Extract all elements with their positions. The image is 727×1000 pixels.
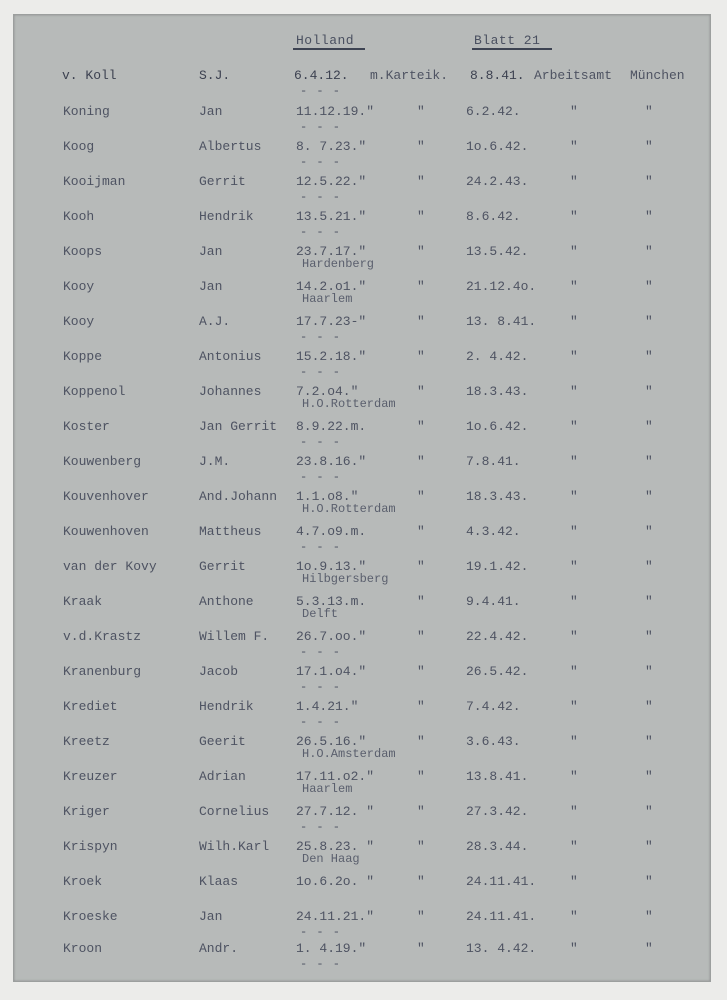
surname-cell: Koppe [63,349,103,364]
note-cell: " [417,874,425,889]
given-name-cell: Adrian [199,769,246,784]
note-cell: " [417,629,425,644]
given-name-cell: And.Johann [199,489,278,504]
surname-cell: Koster [63,419,110,434]
register-row [0,349,727,383]
office-cell: " [570,734,578,749]
office-cell: " [570,559,578,574]
birth-date-cell: 1o.6.2o. " [296,874,375,889]
dash-marks: - - - [300,84,342,98]
surname-cell: Kouwenhoven [63,524,149,539]
note-cell: " [417,734,425,749]
date-cell: 28.3.44. [466,839,529,854]
city-cell: " [645,909,653,924]
date-cell: 3.6.43. [466,734,521,749]
given-name-cell: Antonius [199,349,262,364]
birth-date-cell: 4.7.o9.m. [296,524,367,539]
date-cell: 4.3.42. [466,524,521,539]
given-name-cell: Cornelius [199,804,270,819]
date-cell: 21.12.4o. [466,279,537,294]
dash-marks: - - - [300,680,342,694]
date-cell: 13.5.42. [466,244,529,259]
register-row [0,909,727,943]
office-cell: " [570,699,578,714]
given-name-cell: Hendrik [199,699,254,714]
birth-date-cell: 13.5.21." [296,209,367,224]
surname-cell: Kroek [63,874,103,889]
city-cell: " [645,734,653,749]
note-cell: " [417,524,425,539]
note-cell: " [417,244,425,259]
register-row [0,314,727,348]
birthplace-cell: Haarlem [302,292,353,306]
date-cell: 7.4.42. [466,699,521,714]
surname-cell: Kouwenberg [63,454,142,469]
dash-marks: - - - [300,820,342,834]
dash-marks: - - - [300,925,342,939]
office-cell: " [570,524,578,539]
date-cell: 13. 4.42. [466,941,537,956]
note-cell: " [417,349,425,364]
birth-date-cell: 14.2.o1." [296,279,367,294]
city-cell: " [645,279,653,294]
given-name-cell: Klaas [199,874,239,889]
register-row [0,804,727,838]
date-cell: 7.8.41. [466,454,521,469]
dash-marks: - - - [300,957,342,971]
given-name-cell: Johannes [199,384,262,399]
birth-date-cell: 26.5.16." [296,734,367,749]
given-name-cell: Hendrik [199,209,254,224]
dash-marks: - - - [300,120,342,134]
surname-cell: Kooijman [63,174,126,189]
birth-date-cell: 25.8.23. " [296,839,375,854]
city-cell: " [645,244,653,259]
birth-date-cell: 8. 7.23." [296,139,367,154]
office-cell: " [570,664,578,679]
date-cell: 24.11.41. [466,909,537,924]
birth-date-cell: 15.2.18." [296,349,367,364]
office-cell: " [570,279,578,294]
date-cell: 24.11.41. [466,874,537,889]
office-cell: " [570,874,578,889]
office-cell: " [570,104,578,119]
office-cell: " [570,139,578,154]
surname-cell: Kooh [63,209,95,224]
register-row [0,559,727,593]
note-cell: " [417,454,425,469]
surname-cell: Kraak [63,594,103,609]
city-cell: " [645,941,653,956]
surname-cell: Kooy [63,314,95,329]
surname-cell: v. Koll [62,68,117,83]
given-name-cell: Andr. [199,941,239,956]
birth-date-cell: 1o.9.13." [296,559,367,574]
city-cell: " [645,174,653,189]
birthplace-cell: Den Haag [302,852,360,866]
register-row [0,104,727,138]
date-cell: 2. 4.42. [466,349,529,364]
surname-cell: Kreetz [63,734,110,749]
note-cell: " [417,419,425,434]
date-cell: 1o.6.42. [466,419,529,434]
header-sheet-number: Blatt 21 [474,33,541,48]
register-row [0,279,727,313]
header-country: Holland [296,33,355,48]
dash-marks: - - - [300,190,342,204]
city-cell: " [645,349,653,364]
dash-marks: - - - [300,470,342,484]
birth-date-cell: 27.7.12. " [296,804,375,819]
city-cell: " [645,384,653,399]
office-cell: " [570,769,578,784]
note-cell: " [417,209,425,224]
given-name-cell: Anthone [199,594,254,609]
surname-cell: v.d.Krastz [63,629,142,644]
given-name-cell: A.J. [199,314,231,329]
city-cell: " [645,594,653,609]
birthplace-cell: Hilbgersberg [302,572,389,586]
given-name-cell: Willem F. [199,629,270,644]
birthplace-cell: Haarlem [302,782,353,796]
birth-date-cell: 11.12.19." [296,104,375,119]
given-name-cell: Jan [199,104,223,119]
given-name-cell: Wilh.Karl [199,839,270,854]
given-name-cell: Gerrit [199,174,246,189]
date-cell: 13.8.41. [466,769,529,784]
given-name-cell: Mattheus [199,524,262,539]
dash-marks: - - - [300,365,342,379]
surname-cell: Koning [63,104,110,119]
birth-date-cell: 1. 4.19." [296,941,367,956]
date-cell: 24.2.43. [466,174,529,189]
register-row [0,839,727,873]
office-cell: " [570,174,578,189]
given-name-cell: S.J. [199,68,231,83]
dash-marks: - - - [300,155,342,169]
given-name-cell: Jan [199,279,223,294]
note-cell: " [417,489,425,504]
city-cell: " [645,314,653,329]
birth-date-cell: 17.7.23-" [296,314,367,329]
note-cell: " [417,594,425,609]
given-name-cell: Jan [199,244,223,259]
city-cell: " [645,139,653,154]
surname-cell: Koppenol [63,384,126,399]
city-cell: " [645,419,653,434]
register-row [0,524,727,558]
birthplace-cell: Hardenberg [302,257,375,271]
office-cell: " [570,909,578,924]
note-cell: " [417,104,425,119]
dash-marks: - - - [300,540,342,554]
note-cell: " [417,174,425,189]
given-name-cell: Jacob [199,664,239,679]
surname-cell: Koops [63,244,103,259]
city-cell: " [645,839,653,854]
office-cell: " [570,384,578,399]
date-cell: 18.3.43. [466,384,529,399]
birth-date-cell: 8.9.22.m. [296,419,367,434]
dash-marks: - - - [300,330,342,344]
note-cell: " [417,279,425,294]
office-cell: " [570,244,578,259]
register-row [0,454,727,488]
city-cell: " [645,454,653,469]
register-row [0,941,727,975]
surname-cell: van der Kovy [63,559,157,574]
register-row [0,629,727,663]
register-row [0,664,727,698]
office-cell: " [570,839,578,854]
surname-cell: Kooy [63,279,95,294]
city-cell: " [645,699,653,714]
city-cell: " [645,489,653,504]
note-cell: " [417,839,425,854]
city-cell: " [645,804,653,819]
office-cell: " [570,941,578,956]
birthplace-cell: H.O.Rotterdam [302,397,396,411]
surname-cell: Kranenburg [63,664,142,679]
register-row [0,734,727,768]
office-cell: " [570,804,578,819]
register-row [0,874,727,908]
note-cell: " [417,909,425,924]
note-cell: " [417,314,425,329]
surname-cell: Kouvenhover [63,489,149,504]
note-cell: m.Karteik. [370,68,449,83]
city-cell: " [645,209,653,224]
dash-marks: - - - [300,225,342,239]
note-cell: " [417,941,425,956]
surname-cell: Kriger [63,804,110,819]
birth-date-cell: 17.11.o2." [296,769,375,784]
date-cell: 13. 8.41. [466,314,537,329]
given-name-cell: J.M. [199,454,231,469]
birth-date-cell: 1.4.21." [296,699,359,714]
birth-date-cell: 5.3.13.m. [296,594,367,609]
date-cell: 8.8.41. [470,68,525,83]
note-cell: " [417,699,425,714]
birth-date-cell: 7.2.o4." [296,384,359,399]
surname-cell: Kroon [63,941,103,956]
given-name-cell: Jan [199,909,223,924]
note-cell: " [417,384,425,399]
given-name-cell: Albertus [199,139,262,154]
surname-cell: Kroeske [63,909,118,924]
birth-date-cell: 24.11.21." [296,909,375,924]
birthplace-cell: Delft [302,607,339,621]
birth-date-cell: 23.8.16." [296,454,367,469]
note-cell: " [417,769,425,784]
surname-cell: Kreuzer [63,769,118,784]
date-cell: 19.1.42. [466,559,529,574]
register-row [0,594,727,628]
note-cell: " [417,804,425,819]
given-name-cell: Geerit [199,734,246,749]
dash-marks: - - - [300,715,342,729]
office-cell: " [570,209,578,224]
date-cell: 8.6.42. [466,209,521,224]
office-cell: Arbeitsamt [534,68,613,83]
register-row [0,68,727,102]
register-row [0,769,727,803]
city-cell: " [645,524,653,539]
given-name-cell: Gerrit [199,559,246,574]
birthplace-cell: H.O.Amsterdam [302,747,396,761]
date-cell: 22.4.42. [466,629,529,644]
surname-cell: Koog [63,139,95,154]
office-cell: " [570,314,578,329]
given-name-cell: Jan Gerrit [199,419,278,434]
city-cell: " [645,664,653,679]
register-row [0,139,727,173]
birth-date-cell: 12.5.22." [296,174,367,189]
note-cell: " [417,559,425,574]
date-cell: 6.2.42. [466,104,521,119]
office-cell: " [570,349,578,364]
register-row [0,489,727,523]
office-cell: " [570,419,578,434]
register-row [0,419,727,453]
city-cell: " [645,769,653,784]
birth-date-cell: 26.7.oo." [296,629,367,644]
city-cell: " [645,874,653,889]
note-cell: " [417,664,425,679]
office-cell: " [570,454,578,469]
city-cell: " [645,104,653,119]
birth-date-cell: 23.7.17." [296,244,367,259]
register-row [0,699,727,733]
city-cell: " [645,559,653,574]
birth-date-cell: 17.1.o4." [296,664,367,679]
dash-marks: - - - [300,645,342,659]
birth-date-cell: 1.1.o8." [296,489,359,504]
date-cell: 9.4.41. [466,594,521,609]
office-cell: " [570,594,578,609]
office-cell: " [570,489,578,504]
city-cell: München [630,68,685,83]
dash-marks: - - - [300,435,342,449]
date-cell: 18.3.43. [466,489,529,504]
register-row [0,384,727,418]
city-cell: " [645,629,653,644]
birth-date-cell: 6.4.12. [294,68,349,83]
surname-cell: Krispyn [63,839,118,854]
date-cell: 26.5.42. [466,664,529,679]
surname-cell: Krediet [63,699,118,714]
register-row [0,209,727,243]
office-cell: " [570,629,578,644]
note-cell: " [417,139,425,154]
register-row [0,244,727,278]
date-cell: 27.3.42. [466,804,529,819]
date-cell: 1o.6.42. [466,139,529,154]
register-row [0,174,727,208]
birthplace-cell: H.O.Rotterdam [302,502,396,516]
